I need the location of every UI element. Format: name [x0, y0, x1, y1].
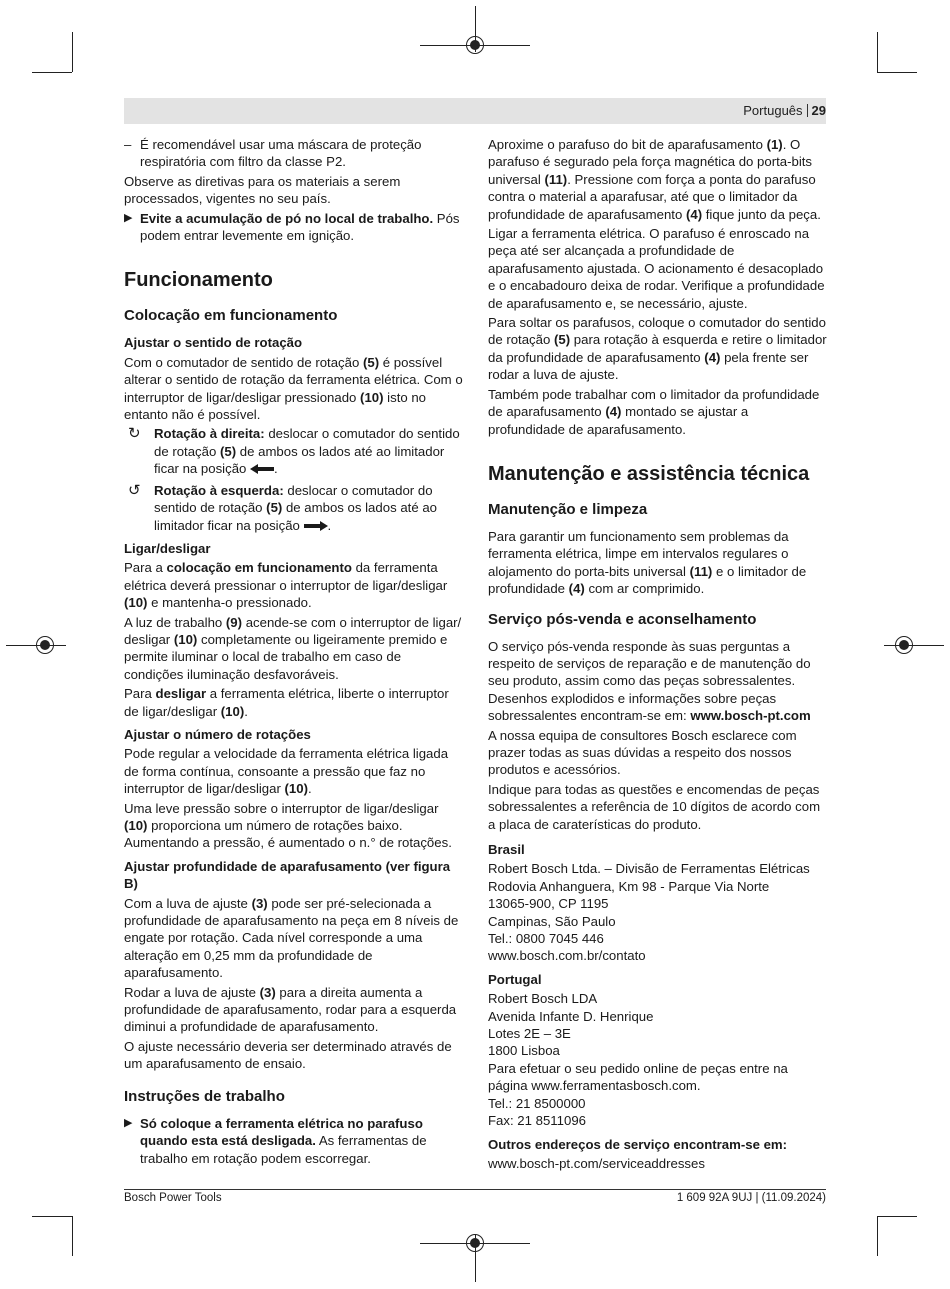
rotation-left-item: ↺ Rotação à esquerda: deslocar o comutador do sentido de rotação (5) de ambos os lados até ao limitador ficar na posição .	[128, 481, 437, 533]
header-bar	[124, 98, 826, 124]
subsection-heading: Colocação em funcionamento	[124, 307, 338, 325]
paragraph: Rodar a luva de ajuste (3) para a direita aumenta a profundidade de aparafusamento, rodar para a esquerda diminui a profundidade de aparafusamento.	[124, 984, 457, 1035]
topic-heading: Ligar/desligar	[124, 540, 211, 556]
section-heading: Funcionamento	[124, 269, 273, 292]
header-language: Português	[743, 103, 803, 118]
crop-mark	[32, 1216, 72, 1217]
paragraph: Também pode trabalhar com o limitador da profundidade de aparafusamento (4) montado se ajustar a profundidade de aparafusamento.	[488, 386, 820, 437]
crop-mark	[877, 1216, 917, 1217]
page-header	[743, 103, 826, 118]
paragraph: A luz de trabalho (9) acende-se com o interruptor de ligar/ desligar (10) completamente ou ligeiramente premido e permite iluminar o local de trabalho em caso de condições iluminação desfavoráveis.	[124, 614, 462, 682]
triangle-bullet-icon: ▶	[124, 211, 133, 224]
paragraph: Com a luva de ajuste (3) pode ser pré-selecionada a profundidade de aparafusamento na peça em 8 níveis de engate por rotação. Cada nível corresponde a uma alteração em 0,25 mm da profundidade de aparafusamento.	[124, 895, 459, 981]
paragraph: Aproxime o parafuso do bit de aparafusamento (1). O parafuso é segurado pela força magnética do porta-bits universal (11). Pressione com força a ponta do parafuso contra o material a aparafusar, até que o limitador da profundidade de aparafusamento (4) fique junto da peça.	[488, 137, 821, 222]
contact-line: Robert Bosch Ltda. – Divisão de Ferramentas Elétricas	[488, 861, 810, 877]
crop-mark	[877, 1216, 878, 1256]
warning-item: ▶ Evite a acumulação de pó no local de trabalho. Pós podem entrar levemente em ignição.	[124, 210, 460, 244]
warning-item: ▶ Só coloque a ferramenta elétrica no parafuso quando esta está desligada. As ferramentas de trabalho em rotação podem escorregar.	[124, 1115, 427, 1166]
contact-line: Tel.: 21 8500000	[488, 1095, 586, 1111]
rotate-clockwise-icon: ↻	[128, 425, 141, 443]
section-heading: Manutenção e assistência técnica	[488, 462, 810, 485]
page-number: 29	[811, 103, 826, 118]
country-heading: Brasil	[488, 842, 525, 857]
service-link[interactable]: www.bosch-pt.com	[690, 708, 811, 724]
arrow-left-icon	[250, 464, 274, 474]
paragraph: A nossa equipa de consultores Bosch esclarece com prazer todas as suas dúvidas a respeito dos nossos produtos e acessórios.	[488, 727, 797, 778]
crop-mark	[32, 72, 72, 73]
rotate-counterclockwise-icon: ↺	[128, 481, 141, 499]
crop-mark	[72, 1216, 73, 1256]
contact-line: 13065-900, CP 1195	[488, 896, 609, 912]
paragraph: Para desligar a ferramenta elétrica, liberte o interruptor de ligar/desligar (10).	[124, 686, 449, 719]
paragraph: O ajuste necessário deveria ser determinado através de um aparafusamento de ensaio.	[124, 1038, 452, 1072]
rotation-right-item: ↻ Rotação à direita: deslocar o comutador do sentido de rotação (5) de ambos os lados até ao limitador ficar na posição .	[128, 425, 460, 477]
contact-line: Tel.: 0800 7045 446	[488, 931, 604, 947]
crop-mark	[877, 32, 878, 72]
paragraph: Para a colocação em funcionamento da ferramenta elétrica deverá pressionar o interruptor de ligar/desligar (10) e mantenha-o pressionado.	[124, 560, 448, 611]
other-addresses-heading: Outros endereços de serviço encontram-se em:	[488, 1136, 788, 1152]
contact-line: 1800 Lisboa	[488, 1043, 560, 1059]
dash-bullet: –	[124, 137, 132, 152]
country-heading: Portugal	[488, 971, 542, 987]
contact-line: Fax: 21 8511096	[488, 1113, 587, 1129]
contact-line: Robert Bosch LDA	[488, 991, 598, 1007]
paragraph: Para garantir um funcionamento sem problemas da ferramenta elétrica, limpe em intervalos regulares o alojamento do porta-bits universal (11) e o limitador de profundidade (4) com ar comprimido.	[488, 528, 807, 597]
paragraph: Pode regular a velocidade da ferramenta elétrica ligada de forma contínua, consoante a pressão que faz no interruptor de ligar/desligar (10).	[124, 746, 449, 797]
registration-target-icon	[466, 36, 484, 54]
registration-target-icon	[895, 636, 913, 654]
registration-target-icon	[36, 636, 54, 654]
crop-mark	[72, 32, 73, 72]
subsection-heading: Manutenção e limpeza	[488, 500, 648, 518]
footer-rule	[124, 1189, 826, 1190]
footer-doc-id: 1 609 92A 9UJ | (11.09.2024)	[676, 1192, 826, 1204]
contact-line: Campinas, São Paulo	[488, 913, 616, 929]
crop-mark	[877, 72, 917, 73]
service-addresses-link[interactable]: www.bosch-pt.com/serviceaddresses	[488, 1155, 705, 1171]
contact-line: Para efetuar o seu pedido online de peças entre na página www.ferramentasbosch.com.	[488, 1060, 788, 1094]
subsection-heading: Instruções de trabalho	[124, 1087, 285, 1105]
paragraph: Uma leve pressão sobre o interruptor de ligar/desligar (10) proporciona um número de rotações baixo. Aumentando a pressão, é aumentado o n.° de rotações.	[124, 800, 452, 851]
topic-heading: Ajustar o número de rotações	[124, 726, 311, 742]
subsection-heading: Serviço pós-venda e aconselhamento	[488, 610, 757, 628]
paragraph: Ligar a ferramenta elétrica. O parafuso é enroscado na peça até ser alcançada a profundidade de aparafusamento ajustada. O acionamento é desacoplado e o encabadouro deixa de rodar. Verifique a profundidade de aparafusamento e, se necessário, ajuste.	[488, 226, 825, 311]
paragraph: Indique para todas as questões e encomendas de peças sobressalentes a referência de 10 dígitos de acordo com a placa de caraterísticas do produto.	[488, 781, 821, 832]
contact-line: Avenida Infante D. Henrique	[488, 1008, 654, 1024]
topic-heading: Ajustar o sentido de rotação	[124, 335, 303, 351]
contact-link[interactable]: www.bosch.com.br/contato	[488, 948, 646, 964]
paragraph: O serviço pós-venda responde às suas perguntas a respeito de serviços de reparação e de manutenção do seu produto, assim como das peças sobressalentes. Desenhos explodidos e informações sobre peças sobressalentes encontram-se em: www.bosch-pt.com	[488, 638, 811, 724]
right-column	[488, 136, 828, 1172]
header-separator	[807, 104, 808, 117]
paragraph: Para soltar os parafusos, coloque o comutador do sentido de rotação (5) para rotação à esquerda e retire o limitador da profundidade de aparafusamento (4) pela frente ser rodar a luva de ajuste.	[488, 315, 827, 383]
triangle-bullet-icon: ▶	[124, 1116, 133, 1129]
topic-heading: Ajustar profundidade de aparafusamento (ver figura B)	[124, 858, 451, 892]
paragraph: Observe as diretivas para os materiais a serem processados, vigentes no seu país.	[124, 173, 401, 207]
contact-line: Lotes 2E – 3E	[488, 1026, 571, 1042]
left-column	[124, 136, 464, 1169]
paragraph: Com o comutador de sentido de rotação (5) é possível alterar o sentido de rotação da ferramenta elétrica. Com o interruptor de ligar/desligar pressionado (10) isto no entanto não é possível.	[124, 354, 463, 423]
dash-list-item: – É recomendável usar uma máscara de proteção respiratória com filtro da classe P2.	[124, 137, 422, 170]
registration-target-icon	[466, 1234, 484, 1252]
contact-line: Rodovia Anhanguera, Km 98 - Parque Via Norte	[488, 878, 770, 894]
registration-line	[884, 645, 944, 646]
arrow-right-icon	[304, 521, 328, 531]
footer-brand: Bosch Power Tools	[124, 1192, 222, 1204]
